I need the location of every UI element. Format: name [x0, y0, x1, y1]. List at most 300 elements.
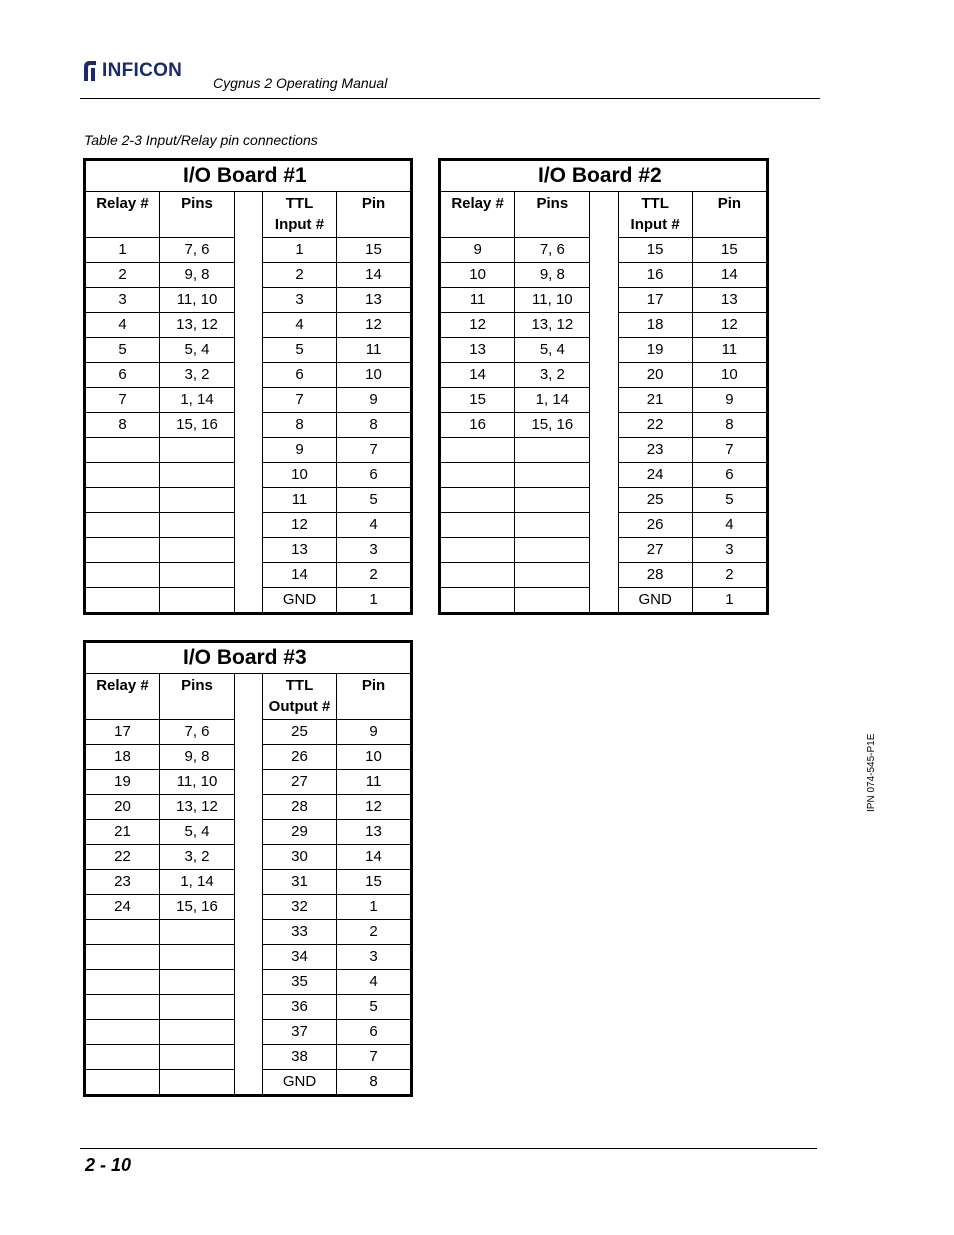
- table-cell: 4: [85, 313, 160, 338]
- table-cell: [160, 1070, 235, 1096]
- table-row: [440, 588, 768, 614]
- table-row: [85, 895, 412, 920]
- table-cell: [515, 488, 590, 513]
- spacer-cell: [590, 238, 618, 263]
- table-cell: 12: [263, 513, 337, 538]
- table-row: [85, 970, 412, 995]
- table-cell: [85, 513, 160, 538]
- table-cell: 29: [263, 820, 337, 845]
- table-row: [85, 745, 412, 770]
- table-cell: 8: [337, 413, 412, 438]
- table-row: [85, 488, 412, 513]
- table-cell: 17: [618, 288, 692, 313]
- table-cell: 12: [337, 795, 412, 820]
- table-cell: [85, 920, 160, 945]
- table-cell: [515, 438, 590, 463]
- table-caption: Table 2-3 Input/Relay pin connections: [84, 132, 318, 148]
- table-cell: 11: [263, 488, 337, 513]
- table-row: [85, 438, 412, 463]
- spacer-cell: [235, 995, 263, 1020]
- table-row: [85, 263, 412, 288]
- table-cell: 5: [85, 338, 160, 363]
- table-row: [440, 263, 768, 288]
- spacer-cell: [235, 538, 263, 563]
- spacer-cell: [235, 563, 263, 588]
- table-row: [440, 413, 768, 438]
- table-cell: 1: [263, 238, 337, 263]
- spacer-cell: [590, 413, 618, 438]
- spacer-cell: [235, 795, 263, 820]
- table-cell: 33: [263, 920, 337, 945]
- table-cell: 6: [337, 463, 412, 488]
- table-cell: 15: [440, 388, 515, 413]
- spacer-cell: [235, 1045, 263, 1070]
- column-header: Relay #: [440, 192, 515, 238]
- table-cell: 3: [337, 538, 412, 563]
- table-row: [440, 338, 768, 363]
- footer-divider: [80, 1148, 817, 1149]
- table-cell: 27: [618, 538, 692, 563]
- table-cell: 26: [618, 513, 692, 538]
- table-row: [440, 363, 768, 388]
- table-row: [440, 563, 768, 588]
- inficon-logo: [80, 58, 182, 84]
- table-cell: 15: [692, 238, 767, 263]
- table-row: [85, 413, 412, 438]
- table-cell: 34: [263, 945, 337, 970]
- spacer-cell: [235, 720, 263, 745]
- table-cell: [440, 438, 515, 463]
- table-cell: 13, 12: [160, 313, 235, 338]
- table-cell: 2: [263, 263, 337, 288]
- table-cell: [515, 538, 590, 563]
- table-cell: 11: [337, 770, 412, 795]
- table-cell: 32: [263, 895, 337, 920]
- table-cell: 10: [692, 363, 767, 388]
- table-cell: [85, 1020, 160, 1045]
- spacer-cell: [235, 970, 263, 995]
- spacer-cell: [235, 870, 263, 895]
- column-header: Pins: [160, 674, 235, 720]
- table-cell: [440, 513, 515, 538]
- table-cell: [85, 1045, 160, 1070]
- table-row: [85, 513, 412, 538]
- table-cell: 12: [692, 313, 767, 338]
- table-cell: 13: [692, 288, 767, 313]
- spacer-cell: [235, 488, 263, 513]
- spacer-cell: [235, 1020, 263, 1045]
- table-cell: 21: [85, 820, 160, 845]
- table-cell: 13: [337, 820, 412, 845]
- spacer-cell: [235, 920, 263, 945]
- table-cell: 2: [337, 920, 412, 945]
- table-cell: 10: [337, 363, 412, 388]
- table-cell: 12: [440, 313, 515, 338]
- table-cell: 9: [263, 438, 337, 463]
- table-cell: [85, 463, 160, 488]
- spacer-cell: [590, 463, 618, 488]
- spacer-cell: [235, 263, 263, 288]
- spacer-cell: [235, 438, 263, 463]
- table-cell: 11: [337, 338, 412, 363]
- table-cell: 38: [263, 1045, 337, 1070]
- table-row: [85, 588, 412, 614]
- table-cell: 25: [263, 720, 337, 745]
- table-cell: 5: [263, 338, 337, 363]
- table-row: [440, 388, 768, 413]
- table-cell: [160, 920, 235, 945]
- table-cell: [85, 563, 160, 588]
- spacer-cell: [235, 463, 263, 488]
- manual-title: Cygnus 2 Operating Manual: [213, 75, 388, 91]
- table-cell: 5: [337, 995, 412, 1020]
- table-row: [85, 1070, 412, 1096]
- spacer-cell: [590, 438, 618, 463]
- column-header: TTL Output #: [263, 674, 337, 720]
- table-cell: 15, 16: [160, 895, 235, 920]
- table-cell: 31: [263, 870, 337, 895]
- ipn-label: IPN 074-545-P1E: [866, 733, 877, 812]
- table-cell: 22: [618, 413, 692, 438]
- table-cell: 9: [692, 388, 767, 413]
- table-cell: 3: [263, 288, 337, 313]
- table-cell: 9: [440, 238, 515, 263]
- table-row: [440, 313, 768, 338]
- table-cell: [515, 513, 590, 538]
- table-cell: 3: [692, 538, 767, 563]
- table-row: [85, 388, 412, 413]
- table-cell: [440, 563, 515, 588]
- spacer-cell: [235, 363, 263, 388]
- table-cell: 11, 10: [160, 770, 235, 795]
- table-cell: 4: [337, 513, 412, 538]
- column-header: Pin: [337, 192, 412, 238]
- board-title: I/O Board #3: [85, 642, 412, 674]
- io-board-2-table: [438, 158, 769, 615]
- table-cell: 2: [337, 563, 412, 588]
- table-cell: 19: [85, 770, 160, 795]
- board-title: I/O Board #1: [85, 160, 412, 192]
- table-cell: 14: [337, 845, 412, 870]
- table-cell: [85, 438, 160, 463]
- table-row: [85, 995, 412, 1020]
- table-cell: 3: [85, 288, 160, 313]
- table-cell: 15: [337, 238, 412, 263]
- table-cell: [160, 538, 235, 563]
- table-cell: [160, 588, 235, 614]
- spacer-cell: [235, 1070, 263, 1096]
- table-cell: [515, 563, 590, 588]
- spacer-cell: [235, 945, 263, 970]
- table-cell: 21: [618, 388, 692, 413]
- table-row: [85, 920, 412, 945]
- brand-name: INFICON: [102, 60, 183, 81]
- table-cell: 14: [440, 363, 515, 388]
- table-cell: GND: [263, 1070, 337, 1096]
- spacer-cell: [235, 588, 263, 614]
- table-row: [440, 463, 768, 488]
- table-cell: 28: [263, 795, 337, 820]
- table-cell: 30: [263, 845, 337, 870]
- table-cell: 7: [85, 388, 160, 413]
- table-cell: [160, 995, 235, 1020]
- table-row: [85, 463, 412, 488]
- table-cell: [85, 588, 160, 614]
- table-row: [440, 238, 768, 263]
- table-cell: 7, 6: [160, 720, 235, 745]
- table-cell: 28: [618, 563, 692, 588]
- table-cell: 6: [337, 1020, 412, 1045]
- table-row: [440, 538, 768, 563]
- table-cell: 16: [618, 263, 692, 288]
- table-cell: 7, 6: [160, 238, 235, 263]
- table-cell: [515, 463, 590, 488]
- table-cell: 27: [263, 770, 337, 795]
- table-row: [85, 288, 412, 313]
- table-cell: 7: [337, 1045, 412, 1070]
- table-cell: 15: [337, 870, 412, 895]
- table-cell: [85, 488, 160, 513]
- spacer-cell: [235, 820, 263, 845]
- column-header: Relay #: [85, 674, 160, 720]
- table-cell: [160, 463, 235, 488]
- table-cell: 6: [692, 463, 767, 488]
- table-cell: 36: [263, 995, 337, 1020]
- table-cell: 7: [692, 438, 767, 463]
- table-cell: 9, 8: [160, 263, 235, 288]
- table-cell: 1, 14: [160, 388, 235, 413]
- table-cell: 9: [337, 388, 412, 413]
- table-row: [85, 845, 412, 870]
- table-cell: [515, 588, 590, 614]
- table-row: [85, 538, 412, 563]
- table-cell: 6: [85, 363, 160, 388]
- table-cell: 3, 2: [160, 845, 235, 870]
- table-cell: 1, 14: [160, 870, 235, 895]
- table-cell: 8: [337, 1070, 412, 1096]
- table-row: [440, 438, 768, 463]
- table-row: [85, 363, 412, 388]
- spacer-column: [235, 674, 263, 720]
- inficon-logo-icon: [80, 59, 100, 83]
- table-cell: 25: [618, 488, 692, 513]
- table-cell: 20: [85, 795, 160, 820]
- spacer-column: [235, 192, 263, 238]
- table-row: [85, 1045, 412, 1070]
- table-cell: [160, 970, 235, 995]
- spacer-cell: [590, 588, 618, 614]
- spacer-cell: [235, 288, 263, 313]
- table-cell: 7, 6: [515, 238, 590, 263]
- table-row: [85, 338, 412, 363]
- table-row: [85, 563, 412, 588]
- spacer-cell: [235, 513, 263, 538]
- table-cell: 23: [85, 870, 160, 895]
- table-cell: [85, 1070, 160, 1096]
- table-cell: 1, 14: [515, 388, 590, 413]
- table-row: [440, 288, 768, 313]
- table-cell: 3, 2: [160, 363, 235, 388]
- table-row: [85, 795, 412, 820]
- table-cell: 13: [337, 288, 412, 313]
- table-cell: 5, 4: [160, 820, 235, 845]
- table-cell: 5, 4: [160, 338, 235, 363]
- spacer-cell: [235, 388, 263, 413]
- table-cell: 20: [618, 363, 692, 388]
- table-cell: 14: [263, 563, 337, 588]
- table-cell: [160, 1045, 235, 1070]
- table-cell: 11: [692, 338, 767, 363]
- table-cell: 9, 8: [515, 263, 590, 288]
- table-cell: 15: [618, 238, 692, 263]
- table-cell: 5, 4: [515, 338, 590, 363]
- table-cell: 9: [337, 720, 412, 745]
- table-cell: 26: [263, 745, 337, 770]
- table-cell: 13, 12: [515, 313, 590, 338]
- table-row: [85, 720, 412, 745]
- table-cell: 5: [692, 488, 767, 513]
- table-cell: [160, 513, 235, 538]
- table-cell: 18: [85, 745, 160, 770]
- spacer-cell: [590, 513, 618, 538]
- table-cell: 7: [337, 438, 412, 463]
- table-row: [85, 870, 412, 895]
- table-cell: 16: [440, 413, 515, 438]
- table-cell: [160, 945, 235, 970]
- table-cell: 37: [263, 1020, 337, 1045]
- table-cell: 19: [618, 338, 692, 363]
- spacer-cell: [235, 338, 263, 363]
- table-cell: 11, 10: [160, 288, 235, 313]
- column-header: Pin: [692, 192, 767, 238]
- table-cell: 2: [692, 563, 767, 588]
- spacer-cell: [590, 388, 618, 413]
- spacer-cell: [235, 845, 263, 870]
- spacer-column: [590, 192, 618, 238]
- table-cell: 23: [618, 438, 692, 463]
- table-cell: 11, 10: [515, 288, 590, 313]
- table-cell: [440, 488, 515, 513]
- table-cell: 24: [618, 463, 692, 488]
- table-cell: GND: [263, 588, 337, 614]
- io-board-1-table: [83, 158, 413, 615]
- column-header: Relay #: [85, 192, 160, 238]
- table-row: [85, 820, 412, 845]
- table-cell: 11: [440, 288, 515, 313]
- spacer-cell: [590, 363, 618, 388]
- table-cell: 13, 12: [160, 795, 235, 820]
- table-cell: 3: [337, 945, 412, 970]
- table-cell: [160, 563, 235, 588]
- table-row: [85, 1020, 412, 1045]
- table-cell: 8: [263, 413, 337, 438]
- table-cell: 1: [337, 895, 412, 920]
- table-cell: 14: [337, 263, 412, 288]
- table-cell: 5: [337, 488, 412, 513]
- table-cell: 4: [692, 513, 767, 538]
- table-cell: [85, 945, 160, 970]
- table-cell: 9, 8: [160, 745, 235, 770]
- table-cell: [440, 538, 515, 563]
- table-cell: 22: [85, 845, 160, 870]
- table-cell: 7: [263, 388, 337, 413]
- table-cell: [160, 1020, 235, 1045]
- spacer-cell: [235, 745, 263, 770]
- table-cell: 4: [337, 970, 412, 995]
- table-cell: 1: [692, 588, 767, 614]
- page-number: 2 - 10: [85, 1155, 132, 1175]
- table-cell: 18: [618, 313, 692, 338]
- table-cell: 17: [85, 720, 160, 745]
- table-cell: 15, 16: [160, 413, 235, 438]
- spacer-cell: [590, 488, 618, 513]
- table-cell: 24: [85, 895, 160, 920]
- table-cell: 13: [263, 538, 337, 563]
- table-row: [440, 513, 768, 538]
- table-cell: [85, 995, 160, 1020]
- table-cell: [440, 588, 515, 614]
- column-header: Pin: [337, 674, 412, 720]
- table-cell: [160, 488, 235, 513]
- table-cell: [160, 438, 235, 463]
- spacer-cell: [590, 563, 618, 588]
- table-cell: 2: [85, 263, 160, 288]
- table-cell: GND: [618, 588, 692, 614]
- spacer-cell: [235, 770, 263, 795]
- table-row: [85, 238, 412, 263]
- column-header: TTL Input #: [618, 192, 692, 238]
- spacer-cell: [235, 313, 263, 338]
- table-cell: 4: [263, 313, 337, 338]
- table-cell: 6: [263, 363, 337, 388]
- table-row: [85, 945, 412, 970]
- table-cell: [85, 970, 160, 995]
- spacer-cell: [235, 895, 263, 920]
- column-header: TTL Input #: [263, 192, 337, 238]
- spacer-cell: [235, 413, 263, 438]
- spacer-cell: [590, 313, 618, 338]
- spacer-cell: [590, 288, 618, 313]
- spacer-cell: [590, 338, 618, 363]
- table-row: [85, 313, 412, 338]
- table-cell: 8: [692, 413, 767, 438]
- table-cell: 12: [337, 313, 412, 338]
- board-title: I/O Board #2: [440, 160, 768, 192]
- table-cell: 1: [85, 238, 160, 263]
- table-cell: 3, 2: [515, 363, 590, 388]
- table-cell: 10: [440, 263, 515, 288]
- table-cell: 10: [337, 745, 412, 770]
- table-row: [85, 770, 412, 795]
- column-header: Pins: [160, 192, 235, 238]
- header-divider: [80, 98, 820, 99]
- table-cell: 13: [440, 338, 515, 363]
- io-board-3-table: [83, 640, 413, 1097]
- table-cell: 10: [263, 463, 337, 488]
- column-header: Pins: [515, 192, 590, 238]
- spacer-cell: [590, 263, 618, 288]
- table-cell: 14: [692, 263, 767, 288]
- table-cell: 15, 16: [515, 413, 590, 438]
- table-cell: [85, 538, 160, 563]
- spacer-cell: [590, 538, 618, 563]
- spacer-cell: [235, 238, 263, 263]
- table-cell: 1: [337, 588, 412, 614]
- table-cell: 8: [85, 413, 160, 438]
- table-cell: 35: [263, 970, 337, 995]
- table-cell: [440, 463, 515, 488]
- table-row: [440, 488, 768, 513]
